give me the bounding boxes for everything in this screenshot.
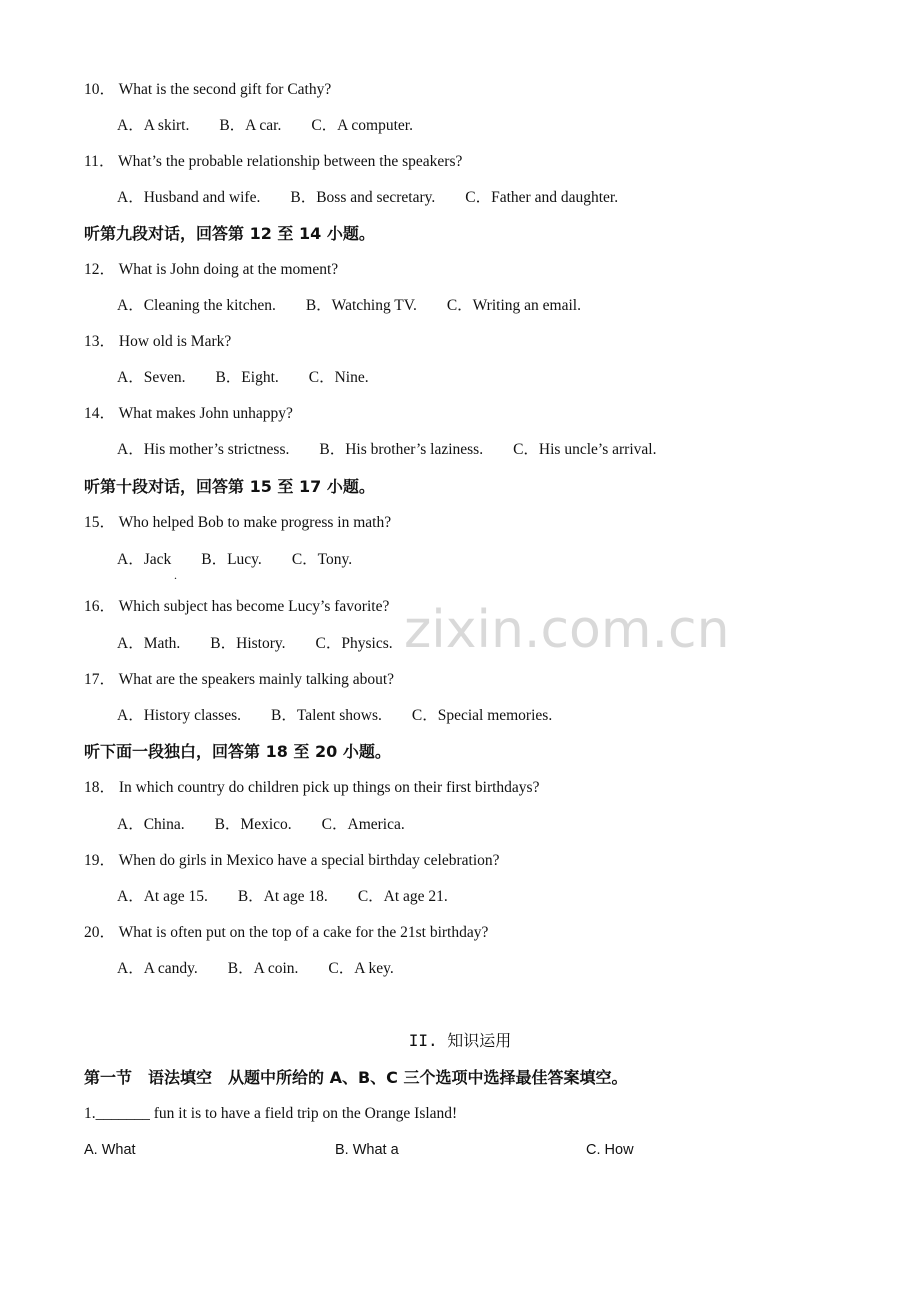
options-18: A．China. B．Mexico. C．America.	[117, 816, 405, 833]
option-a: A. What	[84, 1142, 136, 1158]
options-12: A．Cleaning the kitchen. B．Watching TV. C．Writing an email.	[117, 297, 581, 314]
watermark: zixin.com.cn	[404, 600, 730, 660]
part-title: II. 知识运用	[408, 1031, 512, 1050]
section-heading-9: 听第九段对话，回答第 12 至 14 小题。	[84, 224, 375, 243]
question-10: 10． What is the second gift for Cathy?	[84, 81, 332, 98]
question-17: 17． What are the speakers mainly talking about?	[84, 671, 395, 688]
question-13: 13． How old is Mark?	[84, 333, 232, 350]
option-c: C. How	[586, 1142, 634, 1158]
question-20: 20． What is often put on the top of a cake for the 21st birthday?	[84, 924, 489, 941]
question-14: 14． What makes John unhappy?	[84, 405, 293, 422]
options-13: A．Seven. B．Eight. C．Nine.	[117, 369, 369, 386]
options-20: A．A candy. B．A coin. C．A key.	[117, 960, 394, 977]
question-12: 12． What is John doing at the moment?	[84, 261, 339, 278]
section-heading-monologue: 听下面一段独白，回答第 18 至 20 小题。	[84, 742, 391, 761]
option-b: B. What a	[335, 1142, 399, 1158]
section-heading-10: 听第十段对话，回答第 15 至 17 小题。	[84, 477, 375, 496]
question-15: 15． Who helped Bob to make progress in math?	[84, 514, 392, 531]
options-16: A．Math. B．History. C．Physics.	[117, 635, 393, 652]
options-15: A．Jack B．Lucy. C．Tony.	[117, 551, 353, 568]
question-19: 19． When do girls in Mexico have a special birthday celebration?	[84, 852, 500, 869]
options-10: A．A skirt. B．A car. C．A computer.	[117, 117, 413, 134]
question-16: 16． Which subject has become Lucy’s favorite?	[84, 598, 390, 615]
grammar-question-1: 1._______ fun it is to have a field trip on the Orange Island!	[84, 1105, 458, 1122]
part-section-heading: 第一节 语法填空 从题中所给的 A、B、C 三个选项中选择最佳答案填空。	[84, 1068, 628, 1087]
question-11: 11． What’s the probable relationship between the speakers?	[84, 153, 463, 170]
question-18: 18． In which country do children pick up things on their first birthdays?	[84, 779, 540, 796]
options-11: A．Husband and wife. B．Boss and secretary. C．Father and daughter.	[117, 189, 619, 206]
options-17: A．History classes. B．Talent shows. C．Special memories.	[117, 707, 553, 724]
stray-dot: .	[174, 568, 177, 582]
options-14: A．His mother’s strictness. B．His brother’s laziness. C．His uncle’s arrival.	[117, 441, 657, 458]
options-19: A．At age 15. B．At age 18. C．At age 21.	[117, 888, 448, 905]
